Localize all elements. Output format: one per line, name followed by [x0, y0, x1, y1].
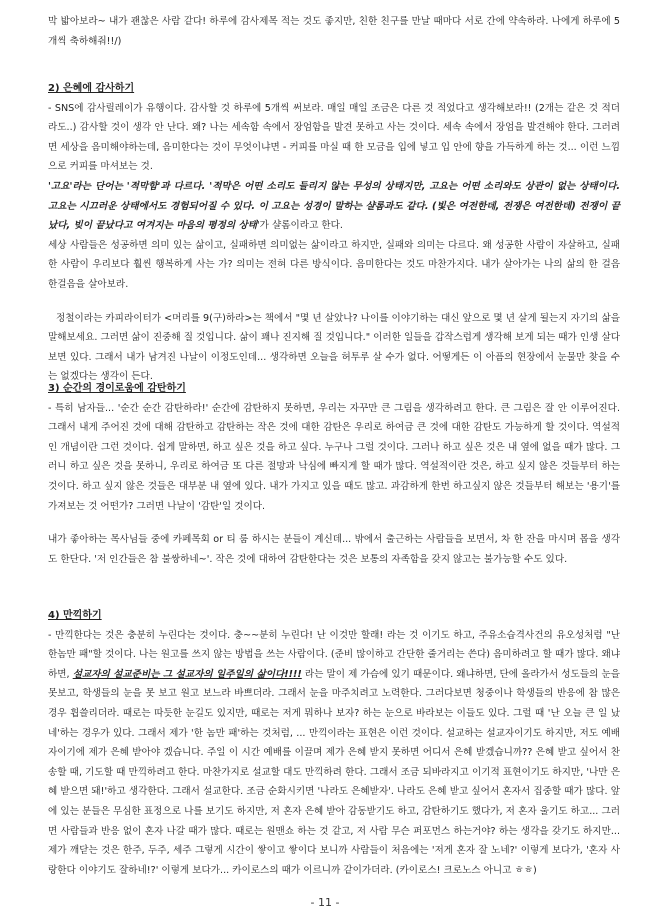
intro-block	[48, 12, 620, 51]
paragraph: - SNS에 감사릴레이가 유행이다. 감사할 것 하루에 5개씩 써보라. 매일 매일 조금은 다른 것 적었다고 생각해보라!! (2개는 같은 것 적더라도..) 감사할 것이 생각 안 난다. 왜? 나는 세속함 속에서 장엄함을 발견 못하고 사는 것이다. 세속 속에서 장엄을 발견해야 한다. 그러려면 세상을 음미해야하는데, 음미한다는 것이 무엇이냐면 - 커피를 마실 때 한 모금을 입에 넣고 입 안에 향을 가득하게 하는 것... 이런 느낌으로 커피를 마셔보는 것.	[48, 102, 620, 173]
intro-paragraph: 막 밟아보라~ 내가 괜찮은 사람 같다! 하루에 감사제목 적는 것도 좋지만, 친한 친구를 만날 때마다 서로 간에 약속하라. 나에게 하루에 5개씩 축하해줘!!/)	[48, 16, 620, 47]
section-heading: 4) 만끽하기	[48, 610, 102, 621]
paragraph: 정철이라는 카피라이터가 <머리를 9(구)하라>는 책에서 "몇 년 살았나? 나이를 이야기하는 대신 앞으로 몇 년 살게 될는지 자기의 삶을 말해보세요. 그러면 삶이 진중해 질 것입니다. 삶이 꽤나 진지해 질 것입니다." 이러한 일들을 갑작스럽게 생각해 보게 되는 때가 인생 살다보면 있다. 그래서 내가 남겨진 나날이 이정도인데... 생각하면 오늘을 허투루 살 수가 없다. 어떻게든 이 아픔의 현장에서 눈물만 찾을 수는 없겠다는 생각이 든다.	[48, 312, 620, 383]
paragraph: 내가 좋아하는 목사님들 중에 카페목회 or 티 룸 하시는 분들이 계신데... 밖에서 출근하는 사람들을 보면서, 차 한 잔을 마시며 몹을 생각도 한단다. '저 인간들은 참 불쌍하네~'. 작은 것에 대하여 감탄한다는 것은 보통의 자족함을 갖지 않고는 불가능할 수도 있다.	[48, 534, 620, 565]
paragraph: - 특히 남자들... '순간 순간 감탄하라!' 순간에 감탄하지 못하면, 우리는 자꾸만 큰 그림을 생각하려고 한다. 큰 그림은 잘 안 이루어진다. 그래서 내게 주어진 것에 대해 감탄하고 감탄하는 작은 것에 대한 감탄은 우리로 하여금 큰 것에 대한 감탄도 가능하게 할 것이다. 역설적인 개념이란 그런 것이다. 쉽게 말하면, 하고 싶은 것을 하고 싶다. 누구나 그럴 것이다. 그러나 하고 싶은 것은 내 옆에 없을 때가 많다. 그러니 하고 싶은 것을 못하니, 우리로 하여금 또 다른 절망과 낙심에 빠지게 할 때가 많다. 역설적이란 것은, 하고 싶지 않은 것들부터 하는 것이다. 하고 싶지 않은 것들은 대부분 내 옆에 있다. 내가 가지고 있을 때도 많고. 과감하게 한번 하고싶지 않은 것들부터 해보는 '용기'를 가져보는 것 어떤가? 그러면 나날이 '감탄'일 것이다.	[48, 402, 620, 512]
section-3	[48, 379, 620, 569]
paragraph-emphasis	[48, 177, 620, 236]
page-number: - 11 -	[310, 896, 340, 909]
paragraph-text: - 만끽한다는 것은 충분히 누린다는 것이다. 충~~분히 누린다! 난 이것만 할래! 라는 것 이기도 하고, 주유소습격사건의 유오성처럼 "난 한놈만 패"할 것이다. 나는 원고를 쓰지 않는 방법을 쓰는 사람이다. (준비 많이하고 간단한 줄거리는 쓴다) 음미하려고 할 때가 많다. 왜냐하면,	[48, 629, 620, 680]
paragraph	[48, 626, 620, 881]
section-heading: 2) 은혜에 감사하기	[48, 83, 135, 94]
section-4	[48, 606, 620, 880]
paragraph-text: 라는 말이 제 가슴에 있기 때문이다. 왜냐하면, 단에 올라가서 성도들의 눈을 못보고, 학생들의 눈을 못 보고 원고 보느라 바쁘더라. 그래서 눈을 마주치려고 노력한다. 그러다보면 청중이나 학생들의 반응에 참 많은 경우 휩쓸리더라. 때로는 따듯한 눈길도 있지만, 때로는 저게 뭐하나 보자? 하는 눈으로 바라보는 이들도 있다. 그럴 때 '난 오늘 큰 일 났네'하는 경우가 있다. 그래서 제가 '한 놈만 패'하는 것처럼, ... 만끽이라는 표현은 이런 것이다. 설교하는 설교자이기도 하지만, 저도 예배자이기에 제가 은혜 받아야 겠습니다. 주일 이 시간 예배를 이끌며 제가 은혜 받지 못하면 어디서 은혜 받겠습니까?? 은혜 받고 싶어서 찬송할 때, 기도할 때 만끽하려고 한다. 마찬가지로 설교할 대도 만끽하려 한다. 그래서 조금 되바라지고 이기적 표현이기도 하지만, '나만 은혜 받으면 돼!'하고 생각한다. 그래서 설교한다. 조금 순화시키면 '나라도 은혜받자'. 나라도 은혜 받고 싶어서 혼자서 집중할 때가 많다. 앞에 있는 분들은 무심한 표정으로 나를 보기도 하지만, 저 혼자 은혜 받아 감동받기도 하고, 감탄하기도 했다가, 저 혼자 울기도 하고... 그러면 사람들과 반응 없이 혼자 나갈 때가 많다. 때로는 원맨쇼 하는 것 같고, 저 사람 무슨 퍼포먼스 하는거야? 하는 생각을 갖기도 하지만... 제가 깨닫는 것은 한주, 두주, 세주 그렇게 시간이 쌓이고 쌓이다 보니까 사람들이 처음에는 '저게 혼자 잘 노네?' 이렇게 보다가, '혼자 사랑한다 이야기도 잘하네!?' 이렇게 보다가... 카이로스의 때가 이르니까 같이가더라. (카이로스! 크로노스 아니고 ㅎㅎ)	[48, 668, 620, 876]
emphasis-text: '고요'라는 단어는 '적막함'과 다르다. '적막은 어떤 소리도 들리지 않는 무성의 상태지만, 고요는 어떤 소리와도 상관이 없는 상태이다. 고요는 시끄러운 상태에서도 경험되어질 수 있다. 이 고요는 성경이 말하는 샬롬과도 같다. (빛은 여전한데, 전쟁은 여전한데) 전쟁이 끝났다, 빚이 끝났다고 여겨지는 마음의 평정의 상태	[48, 180, 620, 232]
paragraph-text: '가 샬롬이라고 한다.	[257, 220, 343, 232]
paragraph: 세상 사람들은 성공하면 의미 있는 삶이고, 실패하면 의미없는 삶이라고 하지만, 실패와 의미는 다르다. 왜 성공한 사람이 자살하고, 실패한 사람이 우리보다 훨씬 행복하게 사는 가? 의미는 전혀 다른 방식이다. 음미한다는 것도 마찬가지다. 내가 살아가는 나의 삶의 한 걸음 한걸음을 살아보라.	[48, 239, 620, 290]
section-heading: 3) 순간의 경이로움에 감탄하기	[48, 383, 186, 394]
emphasis-text: 설교자의 설교준비는 그 설교자의 일주일의 삶이다!!!!	[72, 668, 302, 680]
section-2	[48, 79, 620, 387]
